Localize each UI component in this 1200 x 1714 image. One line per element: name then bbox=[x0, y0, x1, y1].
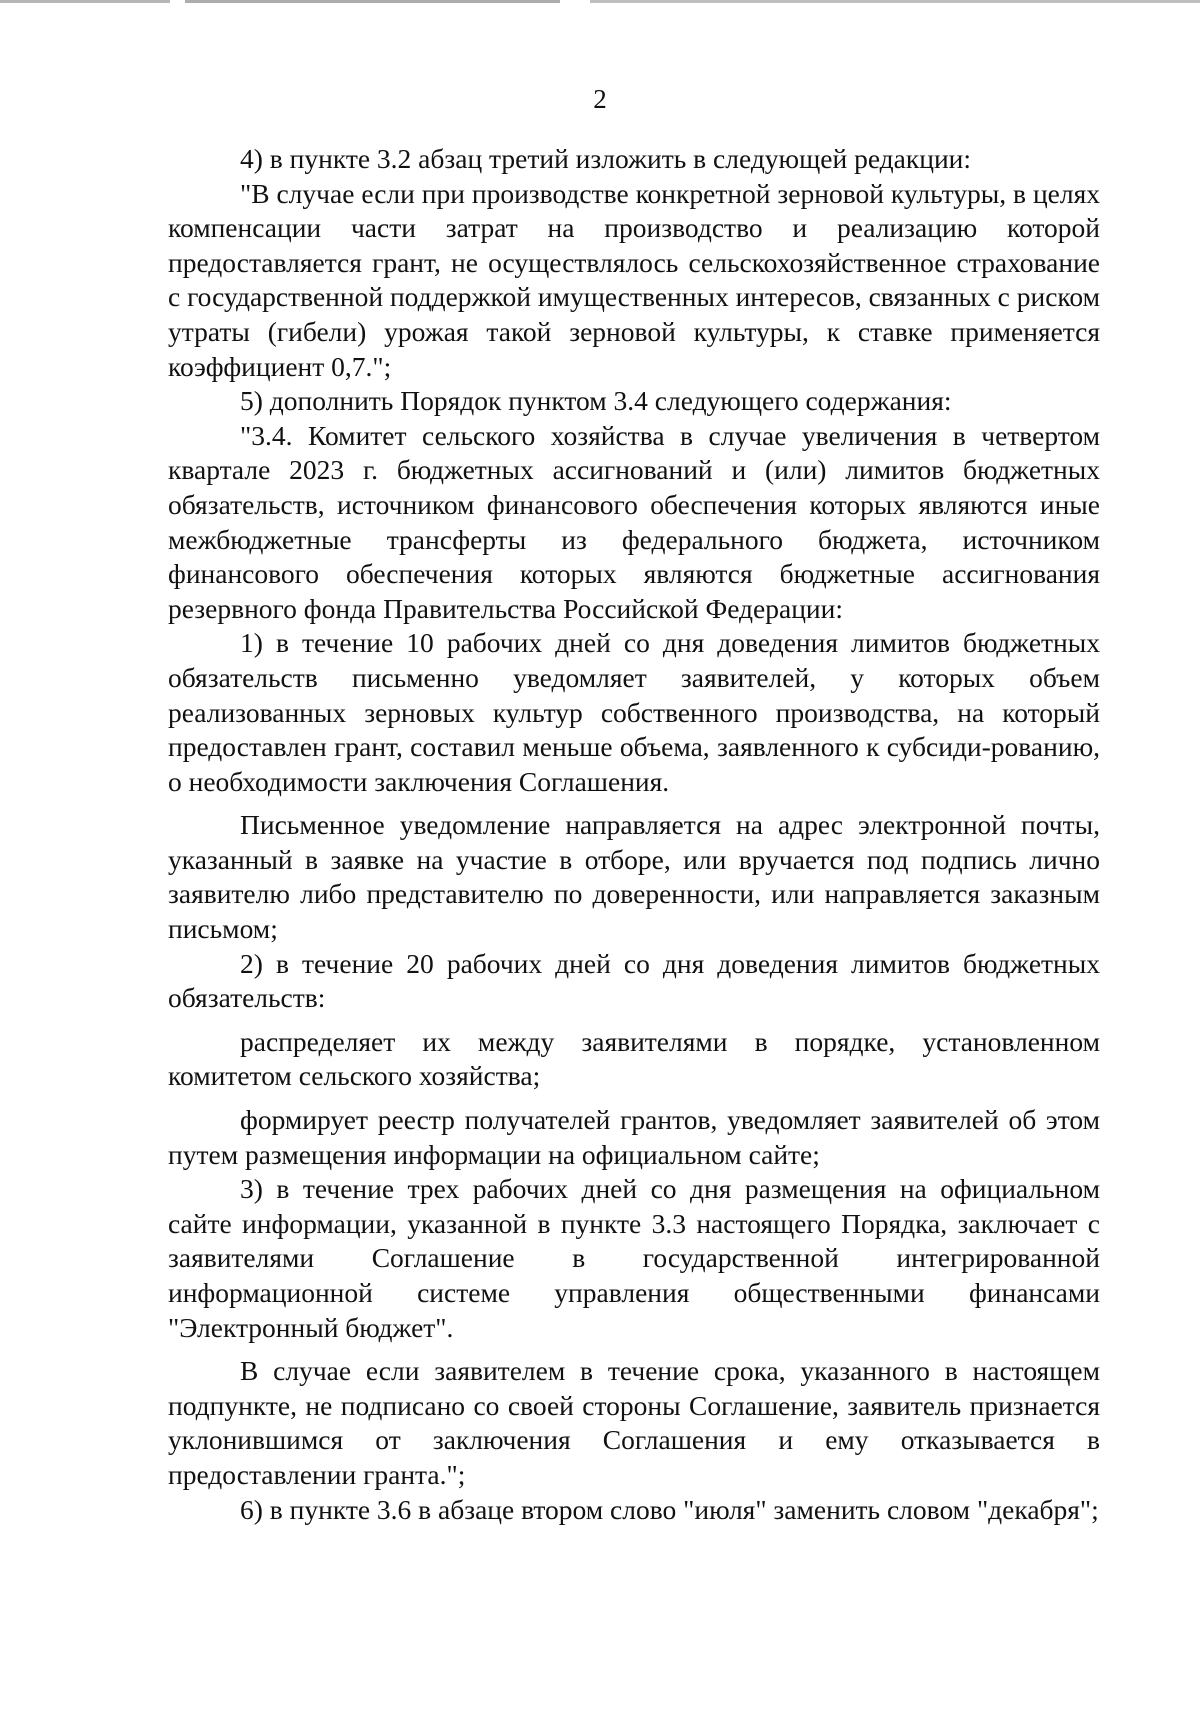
document-body bbox=[168, 142, 1100, 1527]
paragraph-subitem-2: 2) в течение 20 рабочих дней со дня доведения лимитов бюджетных обязательств: bbox=[168, 947, 1100, 1014]
paragraph-item-6: 6) в пункте 3.6 в абзаце втором слово "июля" заменить словом "декабря"; bbox=[240, 1493, 1099, 1525]
paragraph-quote-3-4: "3.4. Комитет сельского хозяйства в случае увеличения в четвертом квартале 2023 г. бюджетных ассигнований и (или) лимитов бюджетных обязательств, источником финансового обеспечения которых являются иные межбюджетные трансферты из федерального бюджета, источником финансового обеспечения которых являются бюджетные ассигнования резервного фонда Правительства Российской Федерации: bbox=[168, 419, 1100, 624]
scan-top-edge bbox=[0, 0, 1200, 3]
paragraph-distributes: распределяет их между заявителями в порядке, установленном комитетом сельского хозяйства; bbox=[168, 1025, 1100, 1092]
paragraph-quote-3-2: "В случае если при производстве конкретной зерновой культуры, в целях компенсации части затрат на производство и реализацию которой предоставляется грант, не осуществлялось сельскохозяйственное страхование с государственной поддержкой имущественных интересов, связанных с риском утраты (гибели) урожая такой зерновой культуры, к ставке применяется коэффициент 0,7."; bbox=[168, 177, 1101, 382]
paragraph-evasion: В случае если заявителем в течение срока, указанного в настоящем подпункте, не подписано со своей стороны Соглашение, заявитель признается уклонившимся от заключения Соглашения и ему отказывается в предоставлении гранта."; bbox=[168, 1355, 1100, 1490]
paragraph-notification: Письменное уведомление направляется на адрес электронной почты, указанный в заявке на участие в отборе, или вручается под подпись лично заявителю либо представителю по доверенности, или направляется заказным письмом; bbox=[168, 809, 1100, 945]
paragraph-item-5: 5) дополнить Порядок пунктом 3.4 следующего содержания: bbox=[240, 385, 952, 417]
page-number: 2 bbox=[593, 84, 607, 114]
paragraph-subitem-3: 3) в течение трех рабочих дней со дня размещения на официальном сайте информации, указанной в пункте 3.3 настоящего Порядка, заключает с заявителями Соглашение в государственной интегрированной информационной системе управления общественными финансами "Электронный бюджет". bbox=[168, 1173, 1100, 1343]
paragraph-item-4: 4) в пункте 3.2 абзац третий изложить в следующей редакции: bbox=[240, 143, 972, 174]
paragraph-subitem-1: 1) в течение 10 рабочих дней со дня доведения лимитов бюджетных обязательств письменно уведомляет заявителей, у которых объем реализованных зерновых культур собственного производства, на который предоставлен грант, составил меньше объема, заявленного к субсиди-рованию, о необходимости заключения Соглашения. bbox=[168, 627, 1100, 797]
paragraph-registry: формирует реестр получателей грантов, уведомляет заявителей об этом путем размещения информации на официальном сайте; bbox=[168, 1104, 1100, 1170]
